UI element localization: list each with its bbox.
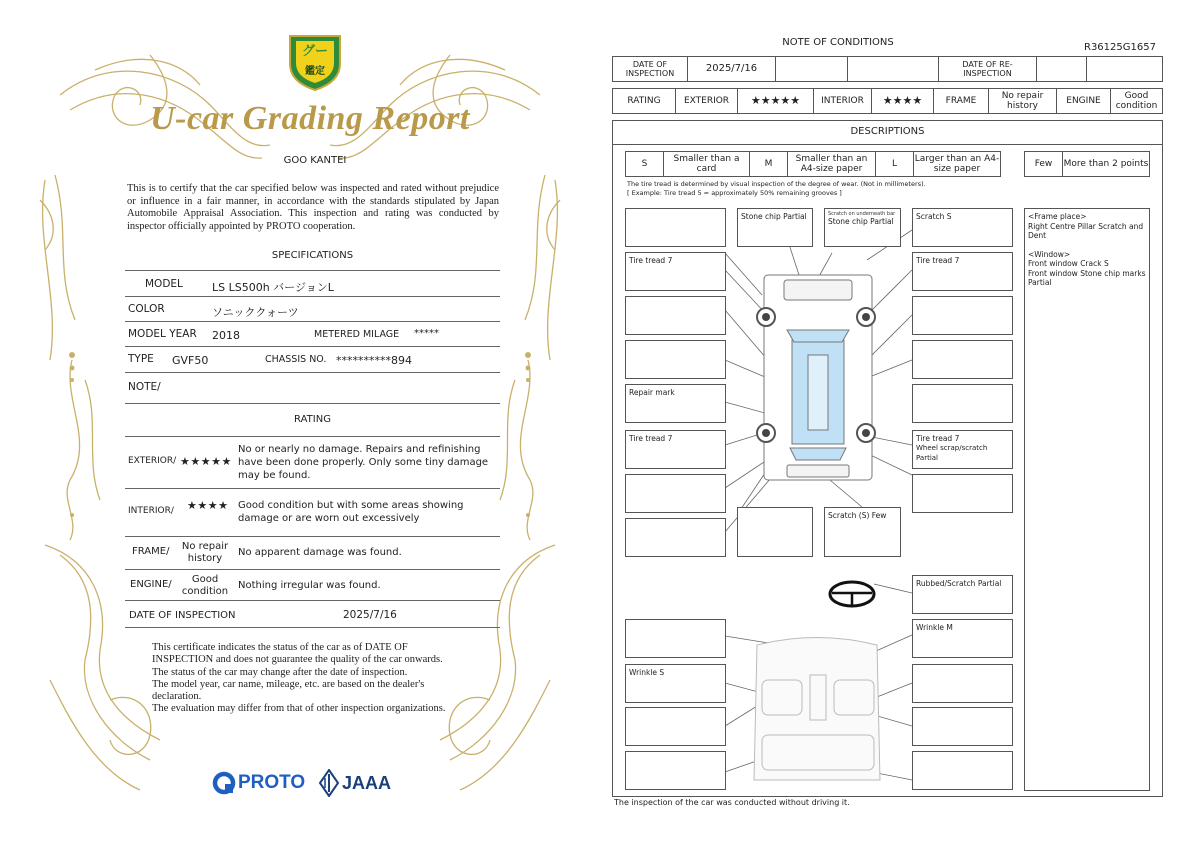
note-box-top-center [737,208,813,247]
note-text: Repair mark [629,388,675,397]
note-box [737,507,813,557]
engine-value-cell: Good condition [1115,91,1158,111]
note-box [912,751,1013,790]
frame-place-text: Right Centre Pillar Scratch and Dent [1028,221,1144,240]
model-year-label: MODEL YEAR [128,328,197,340]
inspection-dates-row [612,56,1163,82]
model-label: MODEL [145,278,183,290]
inspection-date-value: 2025/7/16 [343,609,397,621]
inspection-date-label: DATE OF INSPECTION [129,610,236,621]
engine-description: Nothing irregular was found. [238,580,381,591]
note-box [912,474,1013,513]
note-text: Tire tread 7 [916,434,960,443]
legend-text: Larger than an A4-size paper [914,154,1000,174]
note-box-wrinkle-s [625,664,726,703]
rating-row [612,88,1163,114]
chassis-label: CHASSIS NO. [265,354,327,365]
interior-label: INTERIOR/ [128,506,174,516]
frame-label: FRAME/ [132,546,170,557]
empty-cell [848,57,939,81]
note-box-tire-front-left [625,252,726,291]
interior-description: Good condition but with some areas showing damage or are worn out excessively [238,500,464,524]
sheet-title: NOTE OF CONDITIONS [782,37,894,48]
legend-code: L [876,152,914,176]
note-text: Stone chip Partial [741,212,807,221]
legend-text: Smaller than an A4-size paper [788,152,876,176]
exterior-stars: ★★★★★ [180,455,232,468]
tire-note-line1: The tire tread is determined by visual inspection of the degree of wear. (Not in millimeters). [627,180,926,188]
exterior-label: EXTERIOR/ [128,456,177,466]
interior-label-cell: INTERIOR [814,89,872,113]
note-box [912,664,1013,703]
proto-logo-icon [212,770,238,796]
note-box [625,619,726,658]
footer-line: The model year, car name, mileage, etc. are based on the dealer's [152,678,425,690]
reinspection-label-cell: DATE OF RE-INSPECTION [939,57,1037,81]
sheet-footer-note: The inspection of the car was conducted without driving it. [614,798,850,807]
note-text: Tire tread 7 [916,256,960,265]
note-box [625,707,726,746]
note-box-top-center-2 [824,208,901,247]
note-box-wrinkle-m [912,619,1013,658]
note-text: Scratch (S) Few [828,511,887,520]
color-value: ソニッククォーツ [212,306,299,319]
frame-label-cell: FRAME [934,89,989,113]
frame-value-cell: No repair history [989,89,1057,113]
empty-cell [776,57,848,81]
window-line: Front window Stone chip marks Partial [1028,268,1146,287]
engine-value: Good condition [181,574,229,597]
note-box-tire-rear-left [625,430,726,469]
mileage-label: METERED MILAGE [314,329,400,340]
mileage-value: ***** [414,328,439,339]
few-label: Few [1025,152,1063,176]
note-text: Scratch S [916,212,952,221]
exterior-stars-cell: ★★★★★ [738,89,814,113]
type-label: TYPE [128,353,154,365]
note-box-repair-mark [625,384,726,423]
type-value: GVF50 [172,354,209,367]
chassis-value: **********894 [336,354,412,367]
exterior-description: No or nearly no damage. Repairs and refinishing have been done properly. Only some tiny damage may be found. [238,444,489,481]
note-text: Rubbed/Scratch Partial [916,579,1002,588]
note-box [912,340,1013,379]
legend-code: M [750,152,788,176]
note-box [625,340,726,379]
note-small-text: Scratch on underneath bar [828,211,896,217]
proto-logo-text: PROTO [238,772,306,793]
note-label: NOTE/ [128,381,161,393]
legend-code: S [626,152,664,176]
window-line: Front window Crack S [1028,259,1109,268]
note-box [912,384,1013,423]
steering-wheel-icon [830,582,874,606]
note-text: Stone chip Partial [828,217,894,226]
specifications-heading: SPECIFICATIONS [271,250,354,261]
note-box-tire-front-right [912,252,1013,291]
note-text: Wrinkle M [916,623,953,632]
few-text: More than 2 points [1063,159,1149,169]
note-box [912,707,1013,746]
jaaa-logo-icon [318,769,340,797]
empty-cell [1087,57,1162,81]
certificate-footer [152,642,482,716]
note-box-tire-rear-right [912,430,1013,469]
rating-label-cell: RATING [613,89,676,113]
frame-value: No repair history [181,541,229,564]
engine-label-cell: ENGINE [1057,89,1111,113]
issuer-name: GOO KANTEI [283,155,347,166]
note-box [625,296,726,335]
jaaa-logo-text: JAAA [342,773,392,793]
intro-paragraph: This is to certify that the car specified below was inspected and rated without prejudice or influence in a fair manner, in accordance with the standards stipulated by Japan Automobile Appraisal Association. This inspection and rating was conducted by inspector officially appointed by PROTO cooperation. [127,183,499,232]
tire-note-line2: [ Example: Tire tread 5 = approximately 50% remaining grooves ] [627,189,842,197]
window-title: <Window> [1028,249,1071,259]
footer-line: declaration. [152,691,202,703]
interior-stars-cell: ★★★★ [872,89,934,113]
sheet-reference: R36125G1657 [1084,42,1156,53]
note-box-top-right [912,208,1013,247]
badge-bottom-text: 鑑定 [305,66,325,77]
rating-heading: RATING [294,414,331,425]
frame-window-notes [1024,208,1150,791]
note-text: Tire tread 7 [629,256,673,265]
note-text: Wheel scrap/scratch Partial [916,444,988,462]
engine-label: ENGINE/ [130,579,172,590]
footer-line: INSPECTION and does not guarantee the quality of the car onwards. [152,654,443,666]
date-value-cell: 2025/7/16 [688,57,776,81]
note-text: Wrinkle S [629,668,665,677]
footer-line: The evaluation may differ from that of other inspection organizations. [152,703,446,715]
note-text: Tire tread 7 [629,434,673,443]
note-box [625,751,726,790]
frame-place-title: <Frame place> [1028,212,1087,221]
frame-description: No apparent damage was found. [238,547,402,558]
badge-top-text: グー [301,44,328,59]
footer-line: The status of the car may change after the date of inspection. [152,666,408,678]
legend-text: Smaller than a card [664,152,750,176]
color-label: COLOR [128,303,165,315]
note-box [625,208,726,247]
footer-line: This certificate indicates the status of the car as of DATE OF [152,642,408,653]
note-box-bottom-center [824,507,901,557]
empty-cell [1037,57,1087,81]
note-box [912,296,1013,335]
report-title: U-car Grading Report [150,100,470,137]
note-box [625,518,726,557]
model-year-value: 2018 [212,329,240,342]
descriptions-heading: DESCRIPTIONS [850,126,925,137]
exterior-label-cell: EXTERIOR [676,89,738,113]
note-box [625,474,726,513]
interior-stars: ★★★★ [187,499,229,512]
date-label-cell: DATE OF INSPECTION [613,57,688,81]
note-box-steering [912,575,1013,614]
model-value: LS LS500h バージョンL [212,281,334,294]
